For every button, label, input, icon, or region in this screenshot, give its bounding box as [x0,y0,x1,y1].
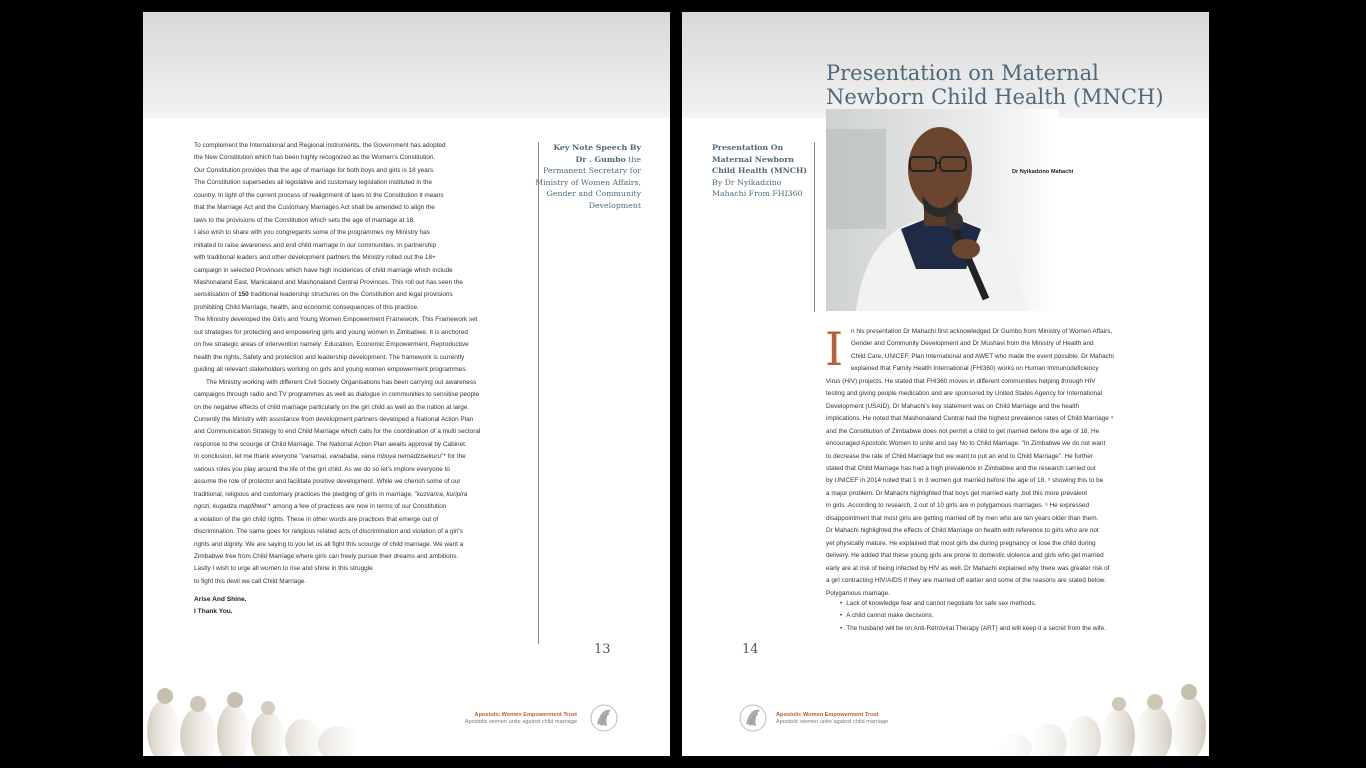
text-line: various roles you play around the life of the girl child. As we do so let's implore everyone to [194,465,450,473]
text-line: The Ministry working with different Civil Society Organisations has been carrying out awareness [206,378,477,386]
text-line: Dr Mahachi highlighted the effects of Child Marriage on health with reference to girls who are not [826,527,1099,535]
text-line: in girls .According to research, 2 out of 10 girls are in polygamous marriages. ⁶ He expressed [826,502,1089,510]
title-line: Presentation on Maternal [826,61,1099,85]
brand-logo-icon [738,702,768,734]
footer-illustration [969,656,1209,756]
text-line: The Ministry developed the Girls and Young Women Empowerment Framework. This Framework set [194,316,478,324]
page-title [826,62,1164,109]
text-line: To complement the International and Regional instruments, the Government has adopted [194,142,446,149]
sidebar-role: the Permanent Secretary for Ministry of Women Affairs, Gender and Community Development [535,154,641,210]
text-line: early are at risk of being infected by HIV as well. Dr Mahachi explained why there was greater risk of [826,564,1110,572]
text-line: campaign in selected Provinces which have high incidences of child marriage which include [194,266,453,274]
text-line: by UNICEF in 2014 noted that 1 in 3 women got married before the age of 18, ⁵ showing this to be [826,477,1104,485]
text-line: with traditional leaders and other development partners the Ministry rolled out the 18+ [194,254,436,262]
left-page [143,12,670,756]
text-line: on the negative effects of child marriage particularly on the girl child as well as the nation at large. [194,403,470,411]
text-line: initiated to raise awareness and end child marriage in our communities. In partnership [194,241,437,249]
text-line: campaigns through radio and TV programmes as well as dialogue in communities to sensitise people [194,391,480,399]
page-number: 14 [742,642,759,657]
text-line: the New Constitution which has been highly recognized as the Women's Constitution. [194,154,436,162]
speaker-photo [826,109,1058,311]
title-line: Newborn Child Health (MNCH) [826,84,1164,109]
text-line: sensitisation of 150 traditional leadership structures on the Constitution and legal provisions [194,291,453,299]
text-line: I also wish to share with you congregants some of the programmes my Ministry has [194,229,430,237]
sidebar-heading: Key Note Speech By [553,143,641,152]
page-number: 13 [594,642,611,657]
divider [538,142,539,644]
text-line: Virus (HIV) projects. He stated that FHI360 moves in different communities helping through HIV [826,377,1096,385]
text-line: yet physically mature. He explained that most girls die during pregnancy or lose the child during [826,539,1096,547]
list-item: • The husband will be on Anti-Retroviral Therapy (ART) and will keep it a secret from the wife. [840,623,1106,635]
text-line: delivery. He added that these young girls are prone to domestic violence and girls who get married [826,552,1104,560]
list-item: • Lack of knowledge fear and cannot negotiate for safe sex methods. [840,598,1106,610]
sidebar-heading: Presentation On Maternal Newborn Child Health (MNCH) [712,143,807,176]
divider [814,142,815,312]
text-line: a girl contracting HIV/AIDS if they are married off earlier and some of the reasons are stated below. [826,577,1106,585]
sidebar-by: By [712,177,723,187]
closing-lines [194,594,247,618]
brand-block [776,712,896,726]
text-line: a major problem. Dr Mahachi highlighted that boys get married early ,but this more prevalent [826,489,1088,497]
text-line: stated that Child Marriage has had a high prevalence in Zimbabwe and the research carried out [826,464,1096,472]
text-line: on five strategic areas of intervention namely: Education, Economic Empowerment, Reproductive [194,341,469,349]
text-line: a violation of the girl child rights. These in other words are practices that emerge out of [194,515,439,523]
text-line: Polygamous marriage. [826,589,890,597]
drop-cap: I [825,322,844,376]
text-line: implications. He noted that Mashonaland Central had the highest prevalence rates of Child Marriage ⁴ [826,415,1114,423]
keynote-body [194,140,529,588]
text-line: disappointment that most girls are getting married off by men who are ten years older than them. [826,514,1099,522]
text-line: health the rights, Safety and protection and leadership development. The framework is currently [194,353,465,361]
brand-name: Apostolic Women Empowerment Trust [776,712,879,718]
right-page [682,12,1209,756]
text-line: out strategies for protecting and empowering girls and young women in Zimbabwe. It is anchored [194,328,468,336]
text-line: country. In light of the current process of realignment of laws to the Constitution it means [194,191,444,199]
text-line: testing and giving people medication and are sponsored by United States Agency for International [826,390,1103,398]
text-line: and the Constitution of Zimbabwe does not permit a child to get married before the age of 18. He [826,427,1100,435]
text-line: ngozi, kugadza mapfihwa"* among a few of practices are now in terms of our Constitution [194,503,447,511]
text-line: The Constitution supersedes all legislative and customary legislation instituted in the [194,179,433,187]
text-line: prohibiting Child Marriage, health, and economic consequences of this practice. [194,303,419,311]
brand-tagline: Apostolic women unite against child marriage [464,719,577,725]
presentation-body [825,322,1186,600]
text-line: Our Constitution provides that the age of marriage for both boys and girls is 18 years. [194,166,435,174]
text-line: rights and dignity. We are saying to you let us all fight this scourge of child marriage. We want a [194,540,464,548]
keynote-sidebar [533,142,641,212]
brand-block [463,712,577,726]
photo-caption: Dr Nyikadzino Mahachi [1012,169,1074,175]
text-line: laws to the provisions of the Constitution which sets the age of marriage at 18. [194,216,415,224]
text-line: In conclusion, let me thank everyone "vanamai, vanababa, vana mbuya nemadzisekuru"* for the [194,453,466,461]
text-line: Development (USAID). Dr Mahachi's key statement was on Child Marriage and the health [826,402,1080,410]
list-item: • A child cannot make decisions. [840,610,1106,622]
text-line: explained that Family Health International (FHI360) works on Human Immunodeficiency [851,365,1099,373]
text-line: traditional, religious and customary practices the pledging of girls in marriage, "kuzvarira, kuripira [194,490,468,498]
text-line: Mashonaland East, Manicaland and Mashonaland Central Provinces. This roll out has seen the [194,278,463,286]
text-line: Child Care, UNICEF, Plan International and AWET who made the event possible. Dr Mahachi [851,352,1114,360]
footer-illustration [143,656,383,756]
text-line: to decrease the rate of Child Marriage but we want to put an end to Child Marriage". He further [826,452,1093,460]
sidebar-presenter: Dr Nyikadzino Mahachi From FHI360 [712,177,803,199]
reasons-list [840,598,1106,635]
text-line: Gender and Community Development and Dr Mushavi from the Ministry of Health and [851,340,1094,348]
sidebar-speaker: Dr . Gumbo [575,154,626,164]
text-line: Zimbabwe free from Child Marriage where girls can freely pursue their dreams and ambitions. [194,552,459,560]
text-line: discrimination. The same goes for religious related acts of discrimination and violation of a girl's [194,528,463,536]
text-line: response to the scourge of Child Marriage. The National Action Plan awaits approval by Cabinet. [194,440,467,448]
text-line: that the Marriage Act and the Customary Marriages Act shall be amended to align the [194,204,435,212]
header-band [143,12,670,118]
text-line: Lastly I wish to urge all women to rise and shine in this struggle [194,565,373,573]
text-line: n his presentation Dr Mahachi first acknowledged Dr Gumbo from Ministry of Women Affairs, [851,328,1113,335]
brand-name: Apostolic Women Empowerment Trust [474,712,577,718]
closing-line: Arise And Shine. [194,596,247,603]
text-line: Currently the Ministry with assistance from development partners developed a National Action Plan [194,415,474,423]
text-line: assume the role of protector and facilitate positive development. While we cherish some of our [194,478,461,486]
brand-tagline: Apostolic women unite against child marriage [776,719,889,725]
text-line: encouraged Apostolic Women to unite and say No to Child Marriage. "In Zimbabwe we do not want [826,440,1106,448]
presentation-sidebar [712,142,812,200]
text-line: guiding all relevant stakeholders working on girls and young women empowerment programmes. [194,366,468,374]
text-line: and Communication Strategy to end Child Marriage which calls for the coordination of a multi sectoral [194,428,481,436]
brand-logo-icon [589,702,619,734]
text-line: to fight this devil we call Child Marriage. [194,577,307,585]
closing-line: I Thank You. [194,608,233,615]
